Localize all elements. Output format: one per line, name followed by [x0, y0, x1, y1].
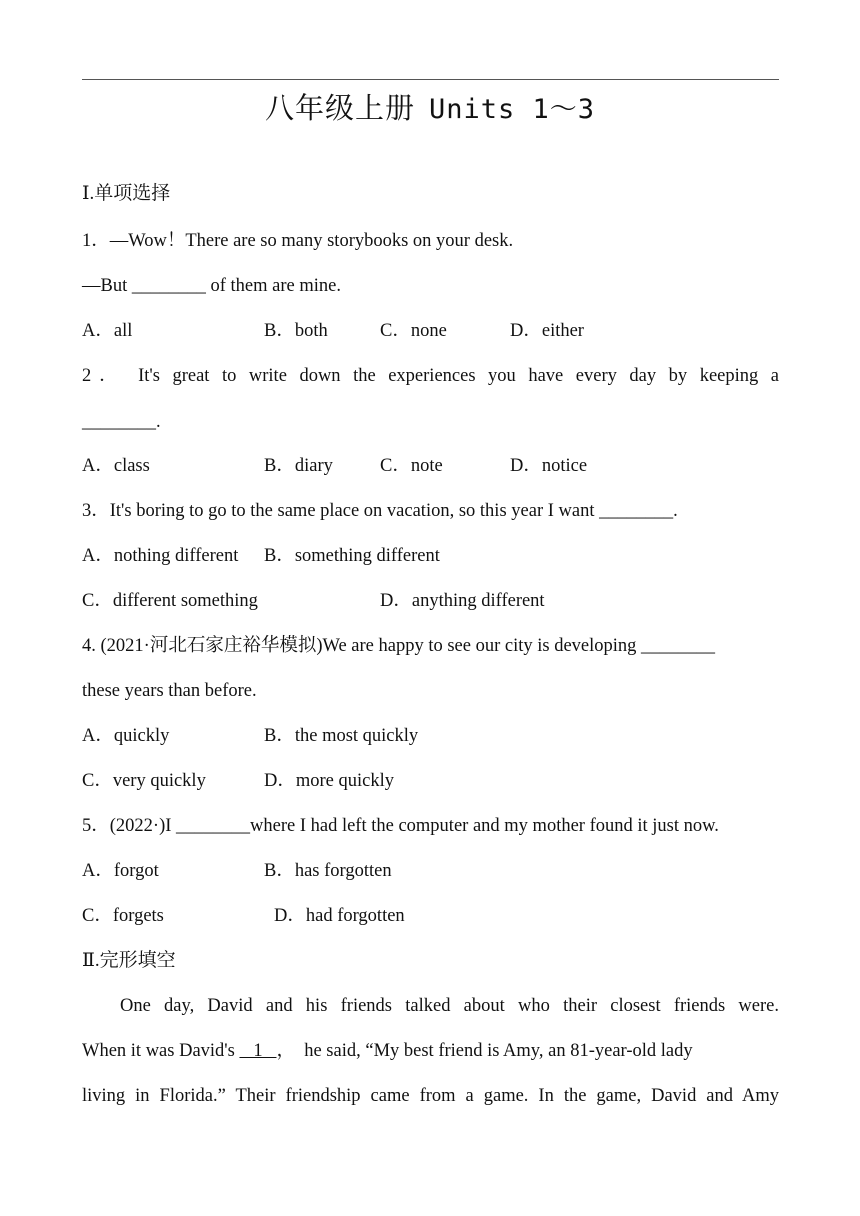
header-rule [82, 79, 779, 80]
title-chinese: 八年级上册 [264, 91, 415, 125]
q1-stem: 1．—Wow！There are so many storybooks on your desk. [82, 231, 514, 251]
q2-option-a: A．class [82, 456, 150, 476]
q2-stem-line2: ________. [82, 412, 161, 432]
q1-option-c: C．none [380, 321, 447, 341]
q5-option-b: B．has forgotten [264, 861, 392, 881]
q4-option-a: A．quickly [82, 726, 170, 746]
q2-option-d: D．notice [510, 456, 588, 476]
q1-option-a: A．all [82, 321, 133, 341]
q4-option-d: D．more quickly [264, 771, 394, 791]
q5-stem: 5．(2022·)I ________where I had left the computer and my mother found it just now. [82, 816, 719, 836]
passage-line-2-start: When it was David's [82, 1041, 240, 1061]
q4-stem-line2: these years than before. [82, 681, 257, 701]
q2-option-c: C．note [380, 456, 443, 476]
passage-line-3: living in Florida.” Their friendship came from a game. In the game, David and Amy [82, 1086, 779, 1106]
q1-option-d: D．either [510, 321, 584, 341]
q4-option-b: B．the most quickly [264, 726, 419, 746]
q5-option-c: C．forgets [82, 906, 164, 926]
q3-stem: 3．It's boring to go to the same place on vacation, so this year I want ________. [82, 501, 678, 521]
q5-option-d: D．had forgotten [274, 906, 405, 926]
title-units: Units 1～3 [428, 94, 596, 125]
section-title-multiple-choice: Ⅰ.单项选择 [82, 183, 171, 204]
q3-option-d: D．anything different [380, 591, 545, 611]
q4-option-c: C．very quickly [82, 771, 206, 791]
q4-stem: 4. (2021·河北石家庄裕华模拟)We are happy to see our city is developing ________ [82, 636, 716, 656]
q3-option-c: C．different something [82, 591, 258, 611]
passage-line-1 [82, 994, 779, 1018]
passage-line-2-end: ， he said, “My best friend is Amy, an 81-year-old lady [276, 1041, 693, 1061]
passage-line-1-text: One day, David and his friends talked about who their closest friends were. [120, 996, 779, 1016]
q3-option-b: B．something different [264, 546, 440, 566]
section-title-cloze: Ⅱ.完形填空 [82, 950, 176, 971]
page-title [0, 86, 860, 127]
q3-option-a: A．nothing different [82, 546, 239, 566]
q1-option-b: B．both [264, 321, 328, 341]
q5-option-a: A．forgot [82, 861, 159, 881]
q1-stem-line2: —But ________ of them are mine. [82, 276, 341, 296]
cloze-blank-1: 1 [239, 1041, 277, 1061]
q2-stem: 2． It's great to write down the experiences you have every day by keeping a [82, 366, 779, 386]
passage-line-2 [82, 1039, 779, 1063]
q2-option-b: B．diary [264, 456, 333, 476]
